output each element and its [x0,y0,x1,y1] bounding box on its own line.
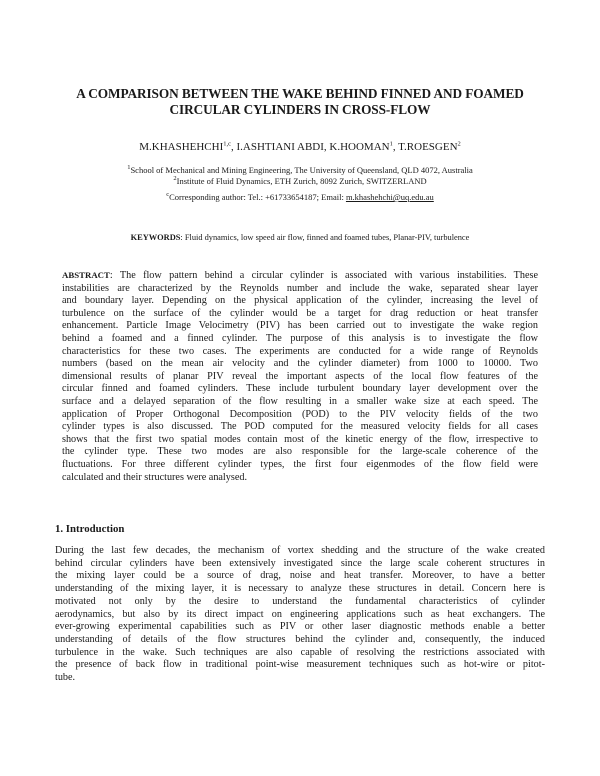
author-4-superscript: 2 [457,140,461,148]
intro-line: motivated not only by the desire to understand the fundamental characteristics of cylinder [55,595,545,607]
intro-line: During the last few decades, the mechanism of vortex shedding and the structure of the wake created [55,545,545,556]
affiliation-1 [40,165,560,175]
intro-line: behind circular cylinders have been extensively investigated since the large scale coherent structures in [55,557,545,569]
abstract-line: behind a foamed and a finned cylinder. The purpose of this analysis is to investigate the flow [62,332,538,344]
author-1: M.KHASHEHCHI [139,141,224,153]
corresponding-superscript: c [166,191,170,199]
intro-line: the mixing layer could be a source of drag, noise and heat transfer. Moreover, to have a better [55,570,545,582]
title-line-1: A COMPARISON BETWEEN THE WAKE BEHIND FINNED AND FOAMED [76,86,524,101]
abstract-line: circular finned and foamed cylinders. These include turbulent boundary layer development over the [62,383,538,395]
keywords [40,233,560,243]
keywords-text: : Fluid dynamics, low speed air flow, finned and foamed tubes, Planar-PIV, turbulence [180,233,470,242]
intro-line: ever-growing experimental capabilities such as PIV or other laser diagnostic methods enable a better [55,621,545,633]
abstract-line: enhancement. Particle Image Velocimetry (PIV) has been carried out to investigate the wake region [62,320,538,332]
affiliation-2-text: Institute of Fluid Dynamics, ETH Zurich, 8092 Zurich, SWITZERLAND [176,176,427,186]
affiliation-1-text: School of Mechanical and Mining Engineering, The University of Queensland, QLD 4072, Australia [130,165,473,175]
email-link[interactable]: m.khashehchi@uq.edu.au [345,192,434,202]
intro-line: aerodynamics, but also by its direct impact on engineering applications such as heat exchangers. The [55,608,545,620]
abstract [62,269,538,484]
abstract-line: the cylinder type. These two modes are also responsible for the large-scale coherence of the [62,446,538,458]
abstract-line: calculated and their structures were analysed. [62,471,247,483]
section-heading-introduction: 1. Introduction [55,523,125,535]
intro-line: turbulence in the wake. Such techniques are also capable of resolving the restrictions associated with [55,646,545,658]
affiliation-1-superscript: 1 [127,164,131,172]
paper-title [40,86,560,118]
author-4: , T.ROESGEN [392,141,458,153]
author-2-3: , I.ASHTIANI ABDI, K.HOOMAN [231,141,390,153]
abstract-line: characteristics for these two cases. The experiments are conducted for a wide range of Reynolds [62,345,538,357]
corresponding-author [40,192,560,202]
intro-line: understanding of details of the flow structures behind the cylinder and, consequently, the induced [55,633,545,645]
keywords-label: KEYWORDS [130,233,181,242]
abstract-label: ABSTRACT [62,270,110,280]
abstract-line-text: : The flow pattern behind a circular cylinder is associated with various instabilities. These [109,270,538,281]
abstract-line: and boundary layer. Depending on the physical application of the cylinder, increasing the level of [62,295,538,307]
abstract-line: dimensional results of planar PIV reveal the important aspects of the local flow features of the [62,370,538,382]
intro-line: tube. [55,672,76,684]
corresponding-text: Corresponding author: Tel.: +61733654187; Email: [169,192,346,202]
affiliation-2-superscript: 2 [173,175,177,183]
title-line-2: CIRCULAR CYLINDERS IN CROSS-FLOW [169,102,431,117]
abstract-line [62,269,538,283]
abstract-line: turbulence on the surface of the cylinder would be a target for drag reduction or heat transfer [62,307,538,319]
introduction-body [55,545,545,685]
intro-line: understanding of the mixing layer, it is necessary to analyze these structures in detail. Concern here is [55,583,545,595]
abstract-line: surface and a delayed separation of the flow resulting in a smaller wake size at each speed. The [62,395,538,407]
affiliation-2 [40,176,560,186]
author-list [40,141,560,154]
abstract-line: application of Proper Orthogonal Decomposition (POD) to the PIV velocity fields of the two [62,408,538,420]
abstract-line: cylinder types is also discussed. The POD computed for the measured velocity fields for all cases [62,421,538,433]
abstract-line: fluctuations. For three different cylinder types, the first four eigenmodes of the flow field were [62,458,538,470]
abstract-line: instabilities are characterized by the Reynolds number and include the wake, separated shear layer [62,282,538,294]
author-1-superscript: 1,c [223,140,232,148]
abstract-line: numbers (based on the mean air velocity and the cylinder diameter) from 1000 to 10000. Two [62,358,538,370]
abstract-line: shows that the first two spatial modes contain most of the kinetic energy of the flow, irrespective to [62,433,538,445]
author-3-superscript: 1 [389,140,393,148]
intro-line: the presence of back flow in traditional point-wise measurement techniques such as hot-wire or pitot- [55,659,545,671]
